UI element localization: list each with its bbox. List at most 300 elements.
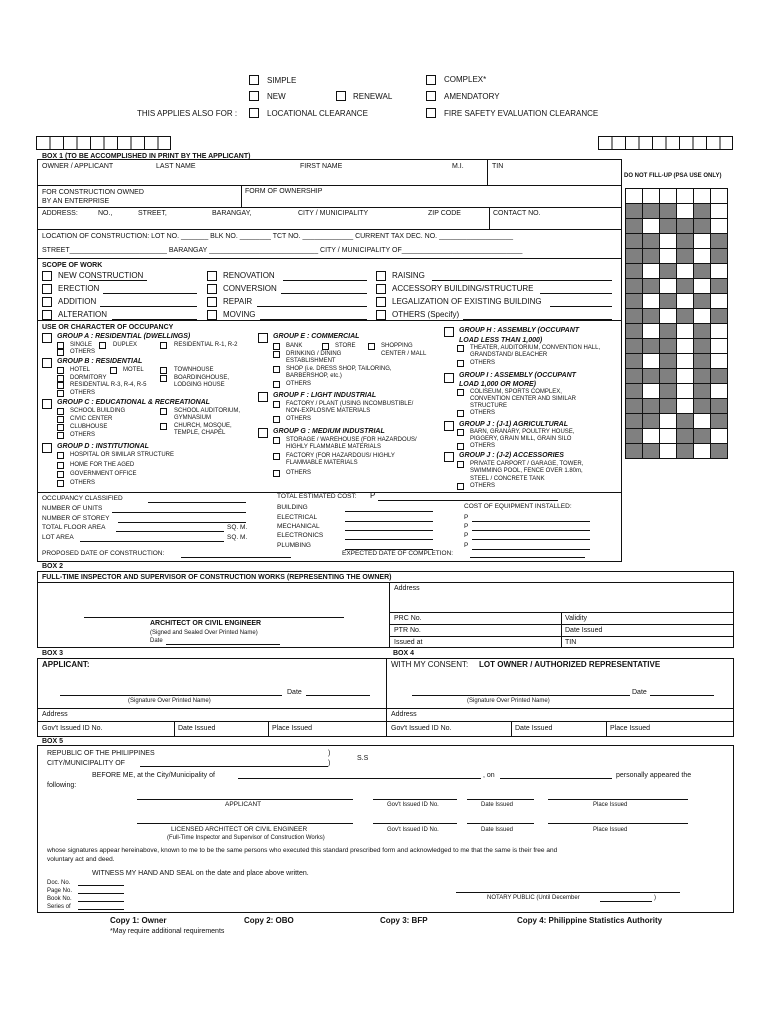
psa-grid-cell (643, 399, 660, 414)
psa-grid-cell (643, 444, 660, 459)
owner-label: OWNER / APPLICANT (42, 163, 114, 170)
psa-grid-cell (660, 444, 677, 459)
copy-4: Copy 4: Philippine Statistics Authority (517, 916, 663, 925)
box3-date-label: Date (287, 689, 302, 696)
occupancy-item-checkbox[interactable] (57, 424, 64, 431)
psa-grid-cell (660, 384, 677, 399)
units-label: NUMBER OF UNITS (42, 505, 103, 512)
psa-grid-cell (643, 339, 660, 354)
scope-checkbox-8[interactable] (376, 297, 386, 307)
psa-grid-cell (660, 339, 677, 354)
psa-grid-cell (694, 324, 711, 339)
psa-grid-cell (711, 189, 728, 204)
psa-grid-cell (643, 249, 660, 264)
expected-date-label: EXPECTED DATE OF COMPLETION: (342, 550, 454, 557)
occupancy-item-checkbox[interactable] (457, 443, 464, 450)
psa-grid-cell (711, 294, 728, 309)
occupancy-item-label: SCHOOL BUILDING (70, 408, 126, 414)
psa-grid-cell (643, 294, 660, 309)
occupancy-item-label: RESIDENTIAL R-3, R-4, R-5 (70, 382, 147, 388)
psa-grid-cell (643, 219, 660, 234)
new-label: NEW (267, 92, 286, 101)
psa-grid-cell (677, 444, 694, 459)
occupancy-item-label: NON-EXPLOSIVE MATERIALS (286, 408, 371, 414)
occupancy-item-label: OTHERS (286, 381, 312, 387)
occupancy-item-label: SHOPPING (381, 343, 413, 349)
psa-grid-cell (626, 249, 643, 264)
scope-checkbox-5[interactable] (376, 284, 386, 294)
application-no-boxes[interactable] (36, 136, 171, 150)
complex-label: COMPLEX* (444, 75, 487, 84)
psa-grid-cell (694, 399, 711, 414)
locational-checkbox[interactable] (249, 108, 259, 118)
occupancy-group-label: GROUP C : EDUCATIONAL & RECREATIONAL (57, 399, 210, 406)
new-checkbox[interactable] (249, 91, 259, 101)
psa-grid-cell (643, 264, 660, 279)
mechanical-label: MECHANICAL (277, 523, 320, 530)
occupancy-group-checkbox-7[interactable] (444, 327, 454, 337)
occupancy-item-checkbox[interactable] (160, 367, 167, 374)
occupancy-item-label: FLAMMABLE MATERIALS (286, 460, 358, 466)
psa-grid-cell (626, 204, 643, 219)
psa-grid-cell (660, 249, 677, 264)
occupancy-item-label: OTHERS (286, 470, 312, 476)
box2-date-label: Date (150, 638, 163, 644)
scope-item-label: ADDITION (58, 297, 97, 306)
psa-grid-cell (711, 399, 728, 414)
occupancy-item-label: CENTER / MALL (381, 351, 427, 357)
prc-label: PRC No. (394, 615, 422, 622)
address-barangay-label: BARANGAY, (212, 210, 252, 217)
occupancy-group-label: GROUP E : COMMERCIAL (273, 333, 360, 340)
psa-grid-cell (643, 369, 660, 384)
psa-grid-cell (694, 279, 711, 294)
occupancy-item-checkbox[interactable] (457, 461, 464, 468)
psa-grid-cell (711, 444, 728, 459)
psa-grid-cell (626, 384, 643, 399)
applicant-label: APPLICANT: (42, 660, 90, 669)
scope-item-label: MOVING (223, 310, 256, 319)
box2-title: FULL-TIME INSPECTOR AND SUPERVISOR OF CONSTRUCTION WORKS (REPRESENTING THE OWNER) (42, 574, 392, 581)
scope-checkbox-9[interactable] (42, 310, 52, 320)
psa-grid-cell (626, 309, 643, 324)
occupancy-item-checkbox[interactable] (457, 483, 464, 490)
occupancy-item-checkbox[interactable] (273, 351, 280, 358)
occupancy-item-checkbox[interactable] (57, 375, 64, 382)
occupancy-item-label: OTHERS (70, 480, 96, 486)
scope-item-label: ACCESSORY BUILDING/STRUCTURE (392, 284, 534, 293)
notary-label: NOTARY PUBLIC (Until December (487, 895, 580, 901)
consent-label: WITH MY CONSENT: (391, 660, 469, 669)
lot-sqm: SQ. M. (227, 534, 248, 541)
occupancy-item-label: HOTEL (70, 367, 91, 373)
occupancy-item-checkbox[interactable] (457, 429, 464, 436)
personally-label: personally appeared the (616, 772, 692, 779)
electronics-label: ELECTRONICS (277, 532, 324, 539)
occupancy-item-label: PRIVATE CARPORT / GARAGE, TOWER, (470, 461, 584, 467)
occupancy-item-label: HIGHLY FLAMMABLE MATERIALS (286, 444, 382, 450)
psa-grid-cell (626, 219, 643, 234)
occupancy-item-checkbox[interactable] (110, 367, 117, 374)
scope-item-label: CONVERSION (223, 284, 277, 293)
occupancy-item-label: OTHERS (470, 443, 496, 449)
occupancy-item-checkbox[interactable] (457, 389, 464, 396)
occupancy-item-label: STORE (335, 343, 356, 349)
scope-checkbox-1[interactable] (207, 271, 217, 281)
box1-title: BOX 1 (TO BE ACCOMPLISHED IN PRINT BY THE APPLICANT) (42, 153, 251, 160)
psa-grid-cell (643, 354, 660, 369)
occupancy-group-checkbox-1[interactable] (42, 358, 52, 368)
psa-grid-cell (626, 369, 643, 384)
occupancy-item-checkbox[interactable] (57, 452, 64, 459)
occupancy-group-checkbox-5[interactable] (258, 392, 268, 402)
occupancy-item-label: FACTORY (FOR HAZARDOUS/ HIGHLY (286, 453, 395, 459)
ptr-date-issued-label: Date Issued (565, 627, 603, 634)
psa-grid-cell (694, 219, 711, 234)
psa-grid-cell (677, 414, 694, 429)
occupancy-item-label: DRINKING / DINING (286, 351, 342, 357)
equip-p-3: P (464, 532, 469, 539)
occupancy-item-checkbox[interactable] (160, 423, 167, 430)
psa-grid-cell (643, 204, 660, 219)
occupancy-item-checkbox[interactable] (273, 366, 280, 373)
psa-grid-cell (643, 234, 660, 249)
permit-no-boxes[interactable] (598, 136, 733, 150)
occupancy-item-label: BANK (286, 343, 303, 349)
psa-grid-cell (677, 324, 694, 339)
ss-label: S.S (357, 755, 369, 762)
box4-signature-label: (Signature Over Printed Name) (467, 698, 550, 704)
occupancy-group-checkbox-0[interactable] (42, 333, 52, 343)
occupancy-group-label: LOAD 1,000 OR MORE) (459, 381, 537, 388)
address-city-label: CITY / MUNICIPALITY (298, 210, 369, 217)
book-no-label: Book No. (47, 896, 72, 902)
occupancy-item-label: BARBERSHOP, etc.) (286, 373, 342, 379)
scope-checkbox-4[interactable] (207, 284, 217, 294)
psa-grid-cell (711, 219, 728, 234)
psa-grid-cell (626, 189, 643, 204)
psa-grid-cell (677, 429, 694, 444)
psa-grid-cell (660, 189, 677, 204)
applicant-date-issued-label: Date Issued (481, 802, 514, 808)
scope-item-label: OTHERS (Specify) (392, 310, 460, 319)
occupancy-item-checkbox[interactable] (457, 410, 464, 417)
psa-grid-cell (694, 369, 711, 384)
psa-grid-cell (660, 414, 677, 429)
box2-label: BOX 2 (42, 563, 64, 570)
occupancy-item-checkbox[interactable] (57, 408, 64, 415)
occupancy-item-label: MOTEL (123, 367, 144, 373)
psa-grid-cell (660, 309, 677, 324)
applies-label: THIS APPLIES ALSO FOR : (137, 109, 238, 118)
psa-grid (625, 188, 728, 459)
scope-item-label: NEW CONSTRUCTION (58, 271, 144, 280)
plumbing-label: PLUMBING (277, 542, 311, 549)
arch-date-issued-label: Date Issued (481, 827, 514, 833)
electrical-label: ELECTRICAL (277, 514, 318, 521)
form-of-ownership-label: FORM OF OWNERSHIP (245, 188, 323, 195)
occupancy-item-label: DUPLEX (113, 342, 138, 348)
occupancy-item-label: BARN, GRANARY, POULTRY HOUSE, (470, 429, 575, 435)
occupancy-item-label: CIVIC CENTER (70, 416, 113, 422)
occupancy-item-checkbox[interactable] (273, 416, 280, 423)
psa-grid-cell (660, 219, 677, 234)
occupancy-item-label: COLISEUM, SPORTS COMPLEX, (470, 389, 562, 395)
occupancy-item-checkbox[interactable] (273, 437, 280, 444)
locational-label: LOCATIONAL CLEARANCE (267, 109, 368, 118)
occupancy-item-checkbox[interactable] (57, 471, 64, 478)
occupancy-item-label: STRUCTURE (470, 403, 507, 409)
scope-item-label: RENOVATION (223, 271, 275, 280)
occupancy-item-label: DORMITORY (70, 375, 107, 381)
for-construction-label: FOR CONSTRUCTION OWNED (42, 189, 144, 196)
occupancy-item-checkbox[interactable] (57, 416, 64, 423)
occupancy-item-checkbox[interactable] (57, 432, 64, 439)
psa-grid-cell (711, 414, 728, 429)
occupancy-item-checkbox[interactable] (57, 349, 64, 356)
renewal-checkbox[interactable] (336, 91, 346, 101)
occupancy-item-label: PIGGERY, GRAIN MILL, GRAIN SILO (470, 436, 572, 442)
psa-grid-cell (711, 354, 728, 369)
fulltime-label: (Full-Time Inspector and Supervisor of Construction Works) (167, 835, 325, 841)
occupancy-group-label: GROUP B : RESIDENTIAL (57, 358, 143, 365)
psa-grid-cell (677, 354, 694, 369)
scope-checkbox-3[interactable] (42, 284, 52, 294)
psa-grid-cell (711, 384, 728, 399)
occupancy-item-checkbox[interactable] (57, 390, 64, 397)
psa-grid-cell (677, 219, 694, 234)
scope-checkbox-10[interactable] (207, 310, 217, 320)
contact-label: CONTACT NO. (493, 210, 541, 217)
scope-checkbox-0[interactable] (42, 271, 52, 281)
psa-grid-cell (660, 369, 677, 384)
psa-grid-cell (626, 279, 643, 294)
psa-grid-cell (694, 264, 711, 279)
occupancy-item-label: OTHERS (70, 432, 96, 438)
occupancy-item-label: FACTORY / PLANT (USING INCOMBUSTIBLE/ (286, 401, 414, 407)
psa-grid-cell (626, 444, 643, 459)
occupancy-group-label: GROUP A : RESIDENTIAL (DWELLINGS) (57, 333, 191, 340)
occupancy-item-label: GYMNASIUM (174, 415, 212, 421)
first-name-label: FIRST NAME (300, 163, 343, 170)
lot-owner-label: LOT OWNER / AUTHORIZED REPRESENTATIVE (479, 660, 661, 669)
box2-tin-label: TIN (565, 639, 577, 646)
psa-grid-cell (677, 204, 694, 219)
occupancy-item-checkbox[interactable] (273, 401, 280, 408)
occupancy-item-checkbox[interactable] (457, 345, 464, 352)
psa-grid-cell (711, 339, 728, 354)
scope-checkbox-7[interactable] (207, 297, 217, 307)
cost-equipment-label: COST OF EQUIPMENT INSTALLED: (464, 503, 572, 510)
occupancy-item-label: ESTABLISHMENT (286, 358, 336, 364)
total-cost-p: P (370, 491, 376, 500)
location-line-1[interactable]: LOCATION OF CONSTRUCTION: LOT NO. _______ BLK NO. ________ TCT NO. _____________ CURRENT TAX DEC. NO. ___________________ (42, 233, 514, 240)
scope-checkbox-11[interactable] (376, 310, 386, 320)
occupancy-item-checkbox[interactable] (457, 360, 464, 367)
occupancy-group-checkbox-8[interactable] (444, 373, 454, 383)
complex-checkbox[interactable] (426, 75, 436, 85)
psa-grid-cell (694, 294, 711, 309)
occupancy-item-checkbox[interactable] (57, 367, 64, 374)
psa-grid-cell (677, 279, 694, 294)
occupancy-item-checkbox[interactable] (160, 375, 167, 382)
psa-grid-cell (660, 429, 677, 444)
occupancy-item-label: SWIMMING POOL, FENCE OVER 1.80m, (470, 468, 583, 474)
scope-item-label: ALTERATION (58, 310, 108, 319)
occupancy-item-checkbox[interactable] (160, 342, 167, 349)
box4-govid-label: Gov't Issued ID No. (391, 725, 452, 732)
psa-grid-cell (677, 264, 694, 279)
location-line-2[interactable]: STREET_________________________ BARANGAY ____________________________ CITY / MUNICIPALITY OF_______________________________ (42, 247, 523, 254)
psa-grid-cell (694, 429, 711, 444)
occupancy-item-label: SHOP (i.e. DRESS SHOP, TAILORING, (286, 366, 392, 372)
psa-grid-cell (660, 234, 677, 249)
tin-label: TIN (492, 163, 504, 170)
psa-grid-cell (660, 399, 677, 414)
storey-label: NUMBER OF STOREY (42, 515, 110, 522)
psa-grid-cell (660, 324, 677, 339)
republic-label: REPUBLIC OF THE PHILIPPINES (47, 750, 155, 757)
psa-grid-cell (694, 339, 711, 354)
copy-3: Copy 3: BFP (380, 916, 428, 925)
occupancy-group-checkbox-9[interactable] (444, 421, 454, 431)
mi-label: M.I. (452, 163, 464, 170)
box3-address-label: Address (42, 711, 68, 718)
occupancy-group-label: GROUP G : MEDIUM INDUSTRIAL (273, 428, 385, 435)
psa-grid-cell (711, 309, 728, 324)
box2-address-label: Address (394, 585, 420, 592)
scope-item-label: LEGALIZATION OF EXISTING BUILDING (392, 297, 542, 306)
applicant-govid-label: Gov't Issued ID No. (387, 802, 439, 808)
occupancy-group-label: GROUP J : (J-1) AGRICULTURAL (459, 421, 569, 428)
occupancy-item-checkbox[interactable] (322, 343, 329, 350)
on-label: , on (483, 772, 495, 779)
occupancy-item-label: OTHERS (70, 349, 96, 355)
renewal-label: RENEWAL (353, 92, 393, 101)
occupancy-item-checkbox[interactable] (57, 342, 64, 349)
scope-item-label: RAISING (392, 271, 425, 280)
occupancy-item-checkbox[interactable] (273, 381, 280, 388)
psa-grid-cell (677, 309, 694, 324)
whose-signatures-text: whose signatures appear hereinabove, known to me to be the same persons who executed this standard prescribed form and acknowledged to me that the same is their free and (47, 847, 558, 854)
occupancy-item-checkbox[interactable] (273, 470, 280, 477)
occupancy-item-checkbox[interactable] (273, 453, 280, 460)
total-cost-label: TOTAL ESTIMATED COST: (277, 493, 357, 500)
occupancy-group-checkbox-10[interactable] (444, 452, 454, 462)
voluntary-act-text: voluntary act and deed. (47, 856, 115, 863)
psa-grid-cell (643, 189, 660, 204)
psa-grid-cell (626, 354, 643, 369)
box3-signature-label: (Signature Over Printed Name) (128, 698, 211, 704)
occupancy-group-checkbox-3[interactable] (42, 443, 52, 453)
psa-grid-cell (643, 324, 660, 339)
psa-grid-cell (711, 324, 728, 339)
box3-label: BOX 3 (42, 650, 64, 657)
last-name-label: LAST NAME (156, 163, 196, 170)
simple-label: SIMPLE (267, 76, 297, 85)
occupancy-item-label: OTHERS (470, 483, 496, 489)
occupancy-item-checkbox[interactable] (368, 343, 375, 350)
scope-checkbox-6[interactable] (42, 297, 52, 307)
psa-grid-cell (677, 234, 694, 249)
series-label: Series of (47, 904, 71, 910)
occupancy-item-checkbox[interactable] (160, 408, 167, 415)
box3-govid-label: Gov't Issued ID No. (42, 725, 103, 732)
occupancy-item-checkbox[interactable] (99, 342, 106, 349)
psa-grid-cell (694, 189, 711, 204)
psa-only-label: DO NOT FILL-UP (PSA USE ONLY) (624, 173, 722, 179)
psa-grid-cell (711, 264, 728, 279)
occupancy-group-checkbox-2[interactable] (42, 399, 52, 409)
occupancy-item-label: OTHERS (470, 410, 496, 416)
occupancy-item-checkbox[interactable] (57, 382, 64, 389)
occupancy-item-label: HOME FOR THE AGED (70, 462, 135, 468)
occupancy-item-label: SINGLE (70, 342, 93, 348)
ptr-label: PTR No. (394, 627, 421, 634)
occupancy-group-label: LOAD LESS THAN 1,000) (459, 337, 543, 344)
occupancy-item-label: OTHERS (70, 390, 96, 396)
scope-checkbox-2[interactable] (376, 271, 386, 281)
amendatory-checkbox[interactable] (426, 91, 436, 101)
psa-grid-cell (711, 234, 728, 249)
occupancy-group-checkbox-6[interactable] (258, 428, 268, 438)
occupancy-item-label: OTHERS (286, 416, 312, 422)
address-street-label: STREET, (138, 210, 167, 217)
box5-label: BOX 5 (42, 738, 64, 745)
psa-grid-cell (694, 249, 711, 264)
occupancy-item-checkbox[interactable] (57, 480, 64, 487)
occupancy-group-checkbox-4[interactable] (258, 333, 268, 343)
occupancy-item-label: STEEL / CONCRETE TANK (470, 476, 545, 482)
occupancy-classified-label: OCCUPANCY CLASSIFIED (42, 495, 123, 502)
psa-grid-cell (626, 324, 643, 339)
occupancy-item-checkbox[interactable] (57, 462, 64, 469)
psa-grid-cell (643, 309, 660, 324)
occupancy-item-label: STORAGE / WAREHOUSE (FOR HAZARDOUS/ (286, 437, 417, 443)
scope-title: SCOPE OF WORK (42, 262, 103, 269)
psa-grid-cell (626, 399, 643, 414)
occupancy-group-label: GROUP D : INSTITUTIONAL (57, 443, 149, 450)
box4-date-issued-label: Date Issued (515, 725, 553, 732)
psa-grid-cell (677, 369, 694, 384)
scope-item-label: REPAIR (223, 297, 253, 306)
simple-checkbox[interactable] (249, 75, 259, 85)
footer-note: *May require additional requirements (110, 928, 225, 935)
box4-date-label: Date (632, 689, 647, 696)
psa-grid-cell (677, 399, 694, 414)
psa-grid-cell (694, 204, 711, 219)
psa-grid-cell (626, 429, 643, 444)
psa-grid-cell (660, 264, 677, 279)
city-paren: ) (328, 760, 331, 767)
occupancy-item-label: TOWNHOUSE (174, 367, 214, 373)
psa-grid-cell (626, 339, 643, 354)
psa-grid-cell (711, 279, 728, 294)
psa-grid-cell (711, 369, 728, 384)
fire-checkbox[interactable] (426, 108, 436, 118)
occupancy-item-checkbox[interactable] (273, 343, 280, 350)
psa-grid-cell (694, 444, 711, 459)
republic-paren: ) (328, 750, 331, 757)
applicant-sig-label: APPLICANT (225, 801, 262, 808)
notary-paren: ) (654, 895, 656, 901)
copy-1: Copy 1: Owner (110, 916, 167, 925)
signed-sealed-label: (Signed and Sealed Over Printed Name) (150, 630, 258, 636)
by-enterprise-label: BY AN ENTERPRISE (42, 198, 110, 205)
psa-grid-cell (694, 309, 711, 324)
psa-grid-cell (677, 294, 694, 309)
address-no-label: NO., (98, 210, 113, 217)
